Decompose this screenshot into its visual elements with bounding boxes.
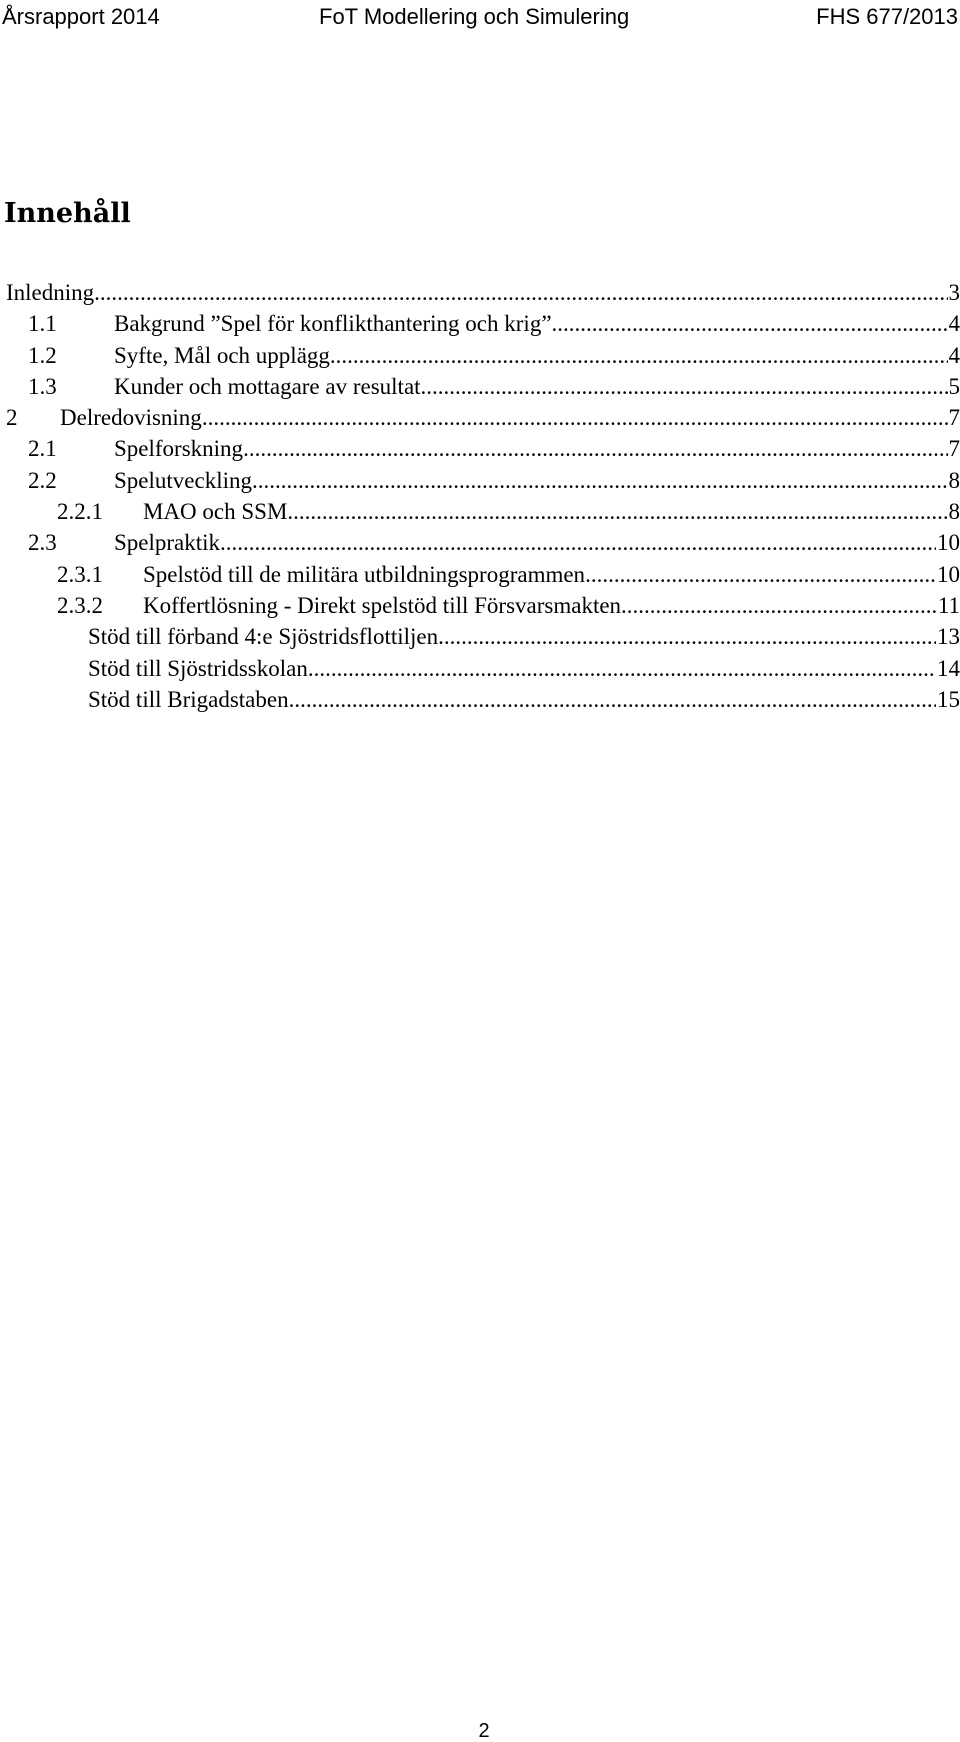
- toc-entry-text: Kunder och mottagare av resultat: [114, 373, 421, 399]
- toc-entry[interactable]: [6, 371, 960, 402]
- toc-entry-number: 1.3: [28, 373, 57, 399]
- header-program-name: FoT Modellering och Simulering: [319, 4, 630, 29]
- toc-entry-text: Spelutveckling: [114, 467, 252, 493]
- page-number: 2: [478, 1720, 490, 1742]
- toc-entry-page: 4: [948, 342, 960, 368]
- toc-entry-text: Spelforskning: [114, 436, 244, 462]
- toc-entry-text: MAO och SSM: [143, 499, 288, 525]
- toc-dot-leader: [585, 559, 936, 590]
- toc-entry-text: Syfte, Mål och upplägg: [114, 342, 330, 368]
- toc-entry[interactable]: [6, 465, 960, 496]
- page-header: [0, 0, 960, 34]
- toc-entry-number: 1.2: [28, 342, 57, 368]
- toc-entry[interactable]: [6, 308, 960, 339]
- toc-entry-page: 10: [937, 530, 960, 556]
- toc-dot-leader: [94, 277, 947, 308]
- toc-entry-number: 2.3.1: [57, 561, 103, 587]
- toc-dot-leader: [289, 684, 936, 715]
- toc-entry-page: 4: [948, 311, 960, 337]
- toc-dot-leader: [287, 496, 947, 527]
- toc-entry[interactable]: [6, 277, 960, 308]
- toc-entry-text: Koffertlösning - Direkt spelstöd till Försvarsmakten: [143, 592, 622, 618]
- toc-entry-text: Spelpraktik: [114, 530, 221, 556]
- toc-entry-text: Inledning: [6, 280, 95, 305]
- toc-entry-text: Delredovisning: [60, 405, 202, 431]
- page-footer: [0, 1720, 960, 1742]
- toc-dot-leader: [552, 308, 948, 339]
- toc-entry-page: 5: [948, 373, 960, 399]
- toc-entry-page: 7: [948, 405, 960, 431]
- toc-entry-number: 2.1: [28, 436, 57, 462]
- toc-entry-page: 15: [937, 686, 960, 712]
- toc-dot-leader: [621, 590, 937, 621]
- toc-entry[interactable]: [6, 527, 960, 558]
- toc-entry-number: 2: [6, 405, 18, 431]
- toc-entry-number: 1.1: [28, 311, 57, 337]
- toc-entry-number: 2.3: [28, 530, 57, 556]
- toc-entry-page: 7: [948, 436, 960, 462]
- toc-dot-leader: [202, 402, 948, 433]
- toc-dot-leader: [252, 465, 948, 496]
- toc-entry-page: 10: [937, 561, 960, 587]
- toc-entry[interactable]: [6, 496, 960, 527]
- toc-entry[interactable]: [6, 402, 960, 433]
- toc-entry-page: 11: [937, 592, 960, 618]
- toc-entry-page: 8: [948, 499, 960, 525]
- toc-entry-number: 2.2: [28, 467, 57, 493]
- toc-entry-text: Stöd till förband 4:e Sjöstridsflottiljen: [88, 624, 439, 650]
- table-of-contents: [6, 277, 960, 715]
- toc-entry-text: Stöd till Sjöstridsskolan: [88, 655, 308, 681]
- toc-entry-page: 8: [948, 467, 960, 493]
- toc-dot-leader: [243, 433, 947, 464]
- toc-entry-page: 13: [937, 624, 960, 650]
- toc-entry[interactable]: [6, 590, 960, 621]
- toc-entry-text: Bakgrund ”Spel för konflikthantering och krig”: [114, 311, 552, 337]
- toc-dot-leader: [438, 621, 936, 652]
- toc-entry-text: Stöd till Brigadstaben: [88, 686, 289, 712]
- header-report-title: Årsrapport 2014: [2, 4, 160, 29]
- toc-dot-leader: [308, 653, 936, 684]
- toc-entry[interactable]: [6, 684, 960, 715]
- toc-dot-leader: [421, 371, 948, 402]
- toc-entry-page: 3: [948, 280, 960, 305]
- toc-heading: Innehåll: [4, 198, 131, 229]
- toc-entry[interactable]: [6, 559, 960, 590]
- toc-entry-number: 2.3.2: [57, 592, 103, 618]
- toc-dot-leader: [220, 527, 936, 558]
- toc-entry-text: Spelstöd till de militära utbildningsprogrammen: [143, 561, 586, 587]
- toc-entry-number: 2.2.1: [57, 499, 103, 525]
- toc-dot-leader: [330, 340, 948, 371]
- toc-entry[interactable]: [6, 653, 960, 684]
- toc-entry-page: 14: [937, 655, 960, 681]
- toc-entry[interactable]: [6, 433, 960, 464]
- toc-entry[interactable]: [6, 621, 960, 652]
- toc-entry[interactable]: [6, 340, 960, 371]
- header-document-number: FHS 677/2013: [816, 4, 958, 29]
